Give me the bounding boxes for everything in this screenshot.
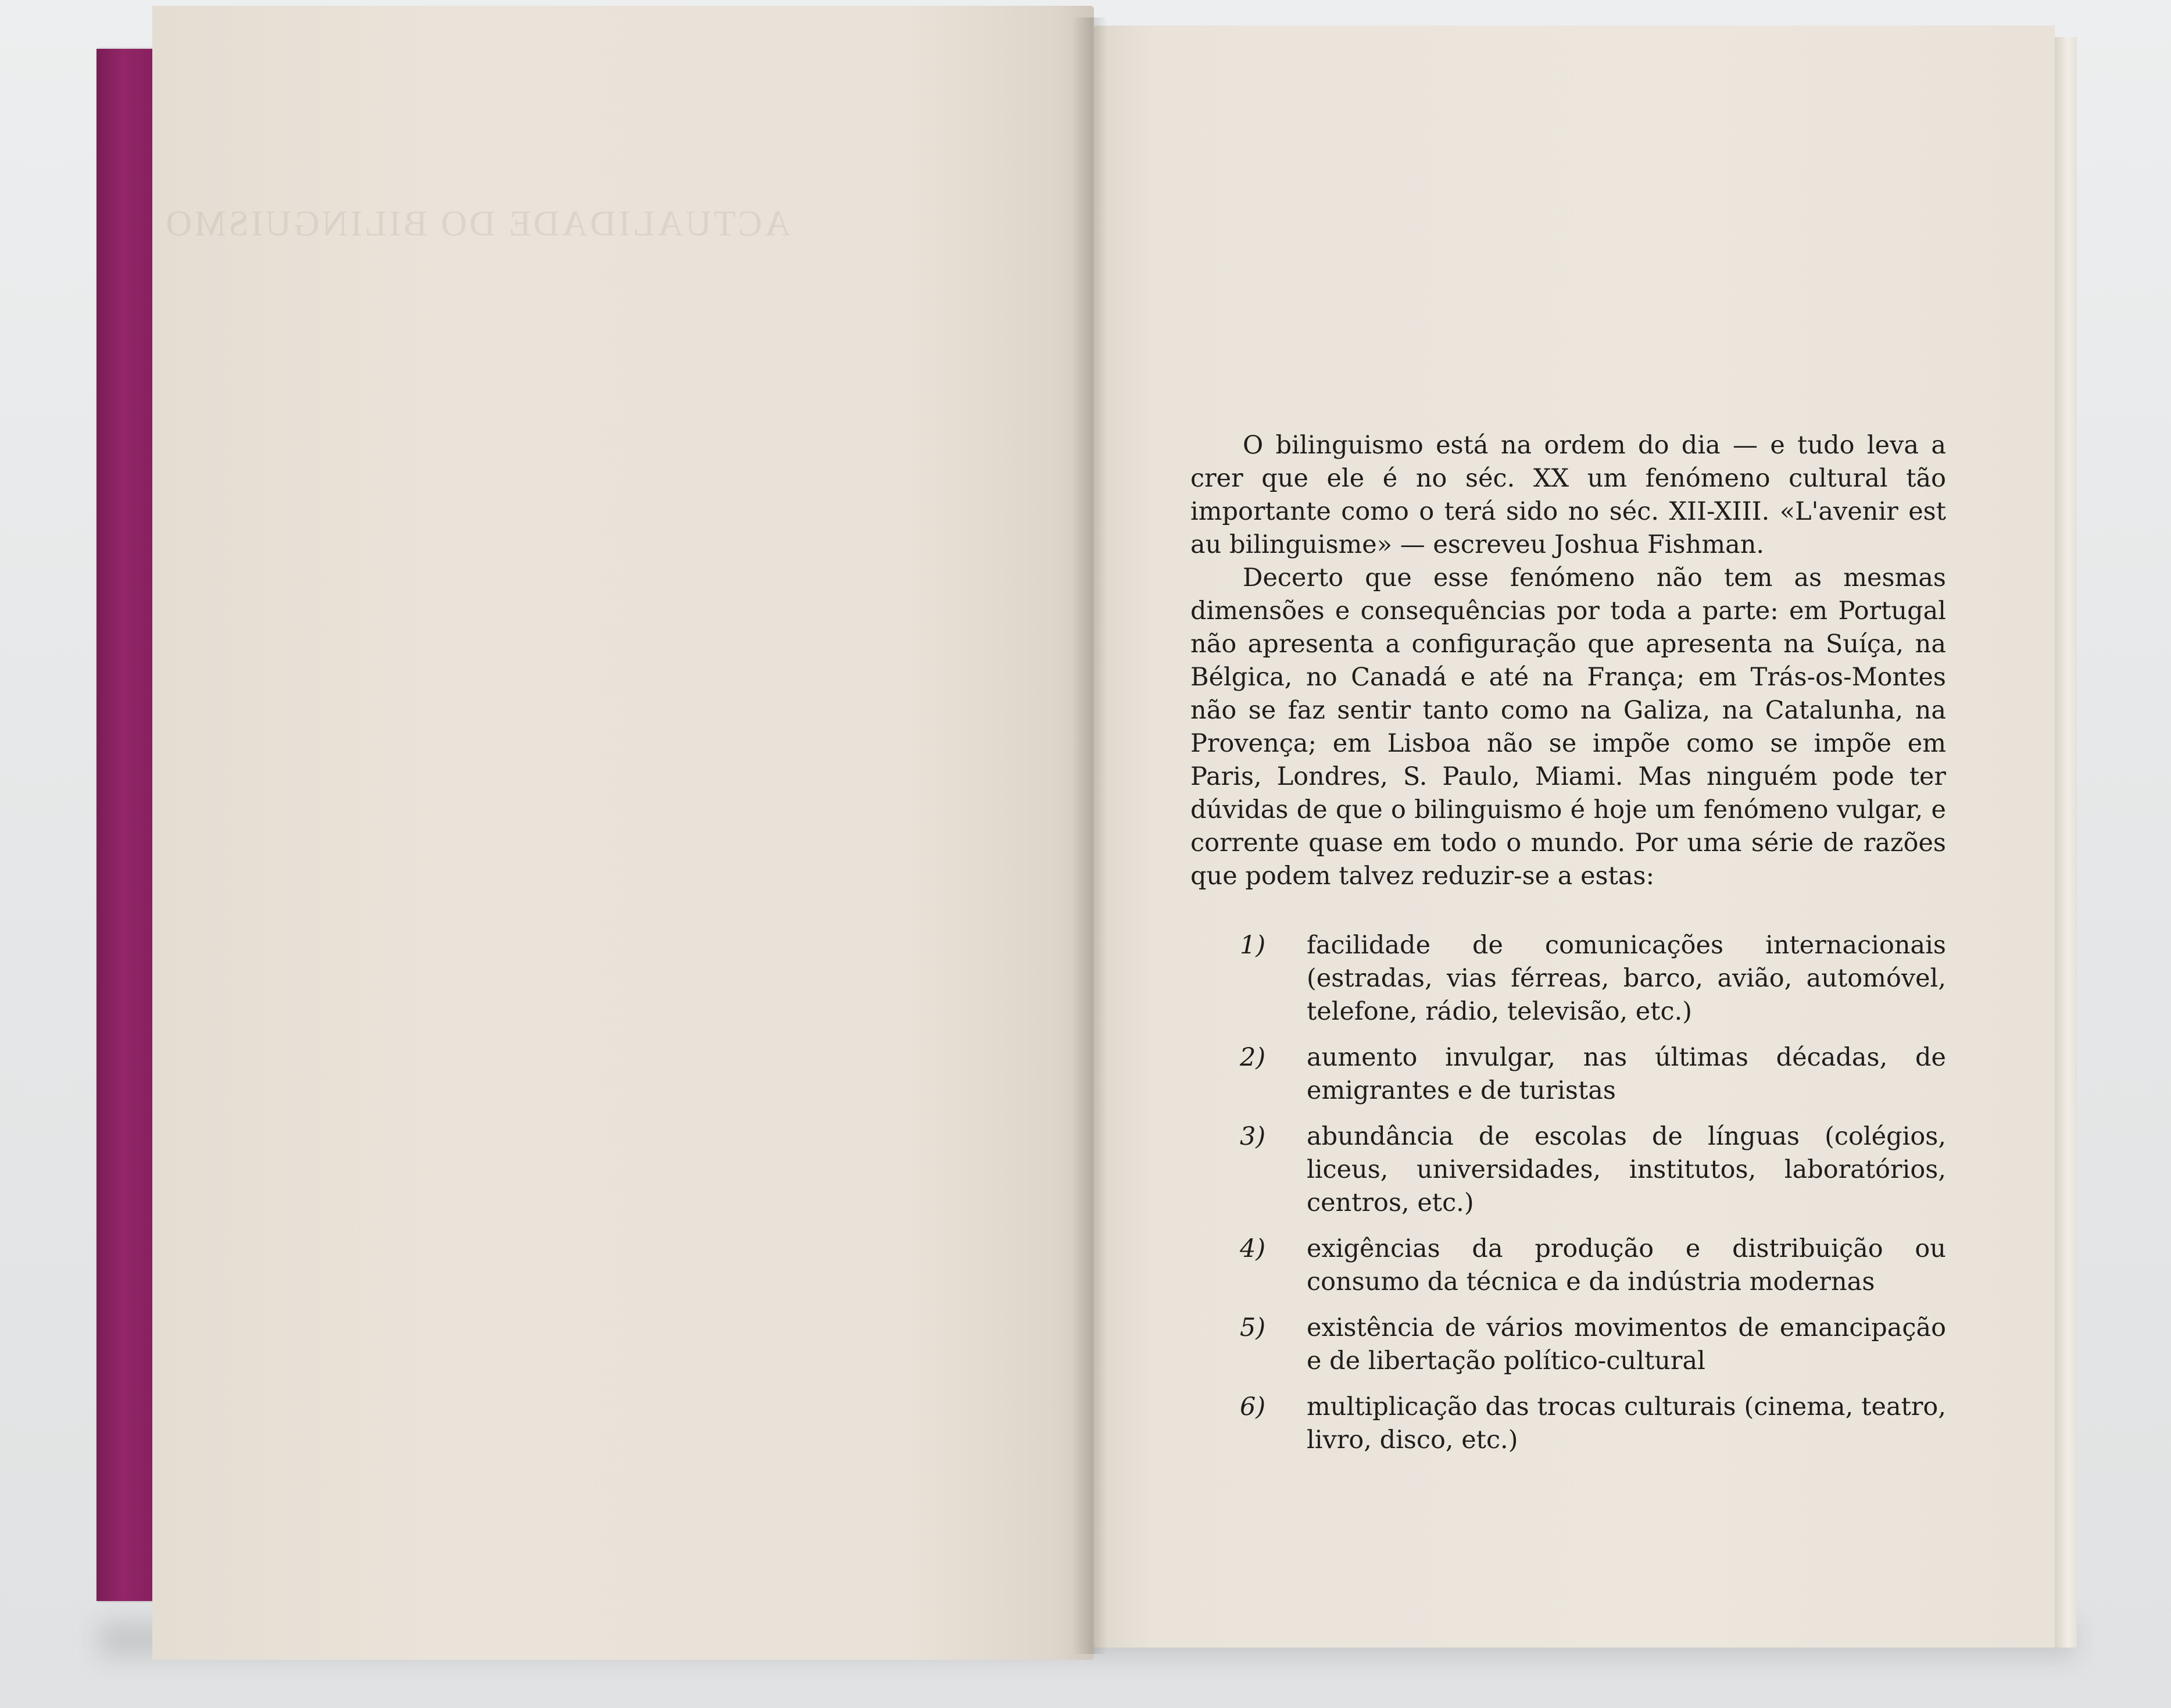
reasons-list [1190,929,1946,1457]
left-page [152,6,1094,1660]
book-spine [96,49,155,1601]
left-page-show-through: ACTUALIDADE DO BILINGUISMO [163,204,791,244]
paragraph: O bilinguismo está na ordem do dia — e tudo leva a crer que ele é no séc. XX um fenómeno cultural tão importante como o terá sido no séc. XII-XIII. «L'avenir est au bilinguisme» — escreveu Joshua Fishman. [1190,431,1946,559]
page-edge [2055,37,2077,1648]
list-number: 6) [1240,1392,1266,1421]
list-number: 5) [1240,1313,1266,1342]
list-item [1190,1312,1946,1378]
paragraph: Decerto que esse fenómeno não tem as mesmas dimensões e consequências por toda a parte: em Portugal não apresenta a configuração que apresenta na Suíça, na Bélgica, no Canadá e até na França; em Trás-os-Montes não se faz sentir tanto como na Galiza, na Catalunha, na Provença; em Lisboa não se impõe como se impõe em Paris, Londres, S. Paulo, Miami. Mas ninguém pode ter dúvidas de que o bilinguismo é hoje um fenómeno vulgar, e corrente quase em todo o mundo. Por uma série de razões que podem talvez reduzir-se a estas: [1190,563,1946,891]
list-number: 3) [1240,1122,1266,1151]
list-number: 2) [1240,1043,1266,1072]
list-text: existência de vários movimentos de emancipação e de libertação político-cultural [1307,1313,1946,1375]
list-text: facilidade de comunicações internacionais (estradas, vias férreas, barco, avião, automóvel, telefone, rádio, televisão, etc.) [1307,931,1946,1026]
list-item [1190,929,1946,1028]
book-gutter [1072,17,1107,1654]
list-text: aumento invulgar, nas últimas décadas, de emigrantes e de turistas [1307,1043,1946,1105]
list-text: multiplicação das trocas culturais (cinema, teatro, livro, disco, etc.) [1307,1392,1946,1455]
page-body-text [1190,429,1946,1470]
list-text: abundância de escolas de línguas (colégios, liceus, universidades, institutos, laboratórios, centros, etc.) [1307,1122,1946,1217]
list-item [1190,1391,1946,1457]
list-number: 1) [1240,931,1266,960]
list-item [1190,1120,1946,1220]
list-number: 4) [1240,1234,1266,1263]
list-text: exigências da produção e distribuição ou consumo da técnica e da indústria modernas [1307,1234,1946,1296]
list-item [1190,1232,1946,1299]
list-item [1190,1041,1946,1107]
